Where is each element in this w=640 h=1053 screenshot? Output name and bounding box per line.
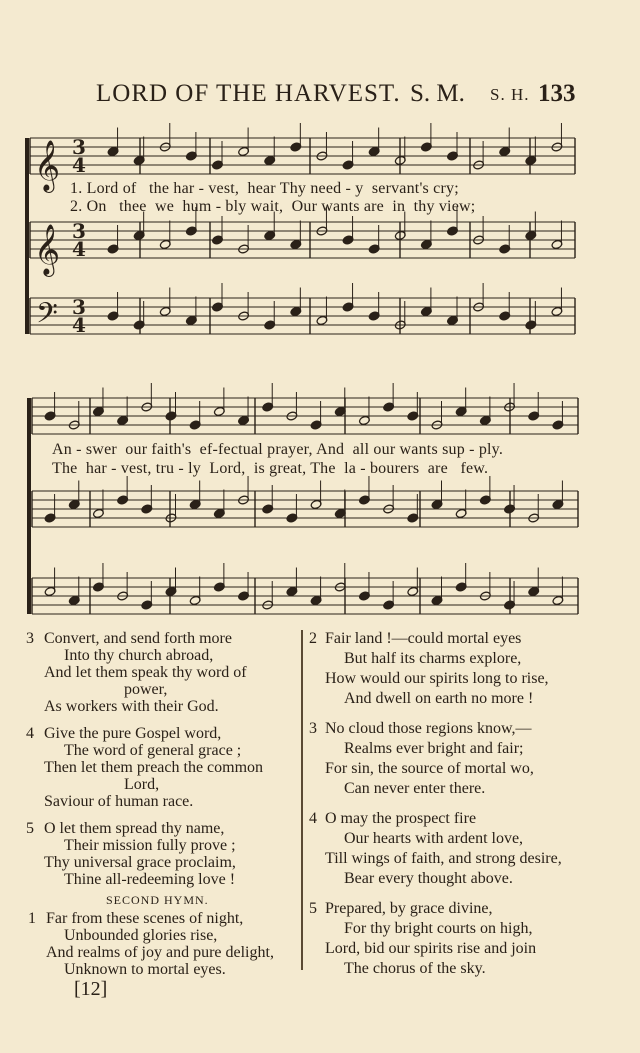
verse-line: But half its charms explore, xyxy=(344,650,522,667)
verse-line: How would our spirits long to rise, xyxy=(325,670,549,687)
time-signature-bottom: 4 xyxy=(72,313,86,337)
verse-line: Realms ever bright and fair; xyxy=(344,740,524,757)
verse-line: And let them speak thy word of xyxy=(44,664,247,681)
verse-number: 5 xyxy=(309,900,317,917)
time-signature-top: 3 xyxy=(72,135,86,159)
meter-label: S. M. xyxy=(410,80,465,107)
time-signature-bottom: 4 xyxy=(72,237,86,261)
sh-label: S. H. xyxy=(490,85,530,104)
verse-number: 2 xyxy=(309,630,317,647)
verse-line: Convert, and send forth more xyxy=(44,630,232,647)
verse-line: Bear every thought above. xyxy=(344,870,513,887)
verse-line: And dwell on earth no more ! xyxy=(344,690,534,707)
verse-line: Fair land !—could mortal eyes xyxy=(325,630,522,647)
verse-line: O may the prospect fire xyxy=(325,810,477,827)
verse-number: 4 xyxy=(26,725,34,742)
time-signature-top: 3 xyxy=(72,219,86,243)
verse-line: The word of general grace ; xyxy=(64,742,242,759)
column-divider xyxy=(301,630,303,970)
verse-line: Their mission fully prove ; xyxy=(64,837,236,854)
treble-clef-icon: 𝄞 xyxy=(34,224,61,275)
verse-number: 1 xyxy=(28,910,36,927)
treble-clef-icon: 𝄞 xyxy=(34,140,61,191)
verse-number: 3 xyxy=(309,720,317,737)
verse-number: 5 xyxy=(26,820,34,837)
verse-line: And realms of joy and pure delight, xyxy=(46,944,274,961)
verse-line: power, xyxy=(124,681,168,698)
verse-number: 4 xyxy=(309,810,317,827)
verse-line: Unknown to mortal eyes. xyxy=(64,961,226,978)
verse-line: Unbounded glories rise, xyxy=(64,927,218,944)
verse-line: Far from these scenes of night, xyxy=(46,910,244,927)
verse-line: O let them spread thy name, xyxy=(44,820,225,837)
lyrics-system1-line1: 1. Lord of the har - vest, hear Thy need - y servant's cry; xyxy=(70,180,459,197)
verse-line: Prepared, by grace divine, xyxy=(325,900,493,917)
lyrics-system2-line1: An - swer our faith's ef-fectual prayer, And all our wants sup - ply. xyxy=(52,441,504,458)
page-footer-number: [12] xyxy=(74,978,108,1000)
verse-number: 3 xyxy=(26,630,34,647)
lyrics-system2-line2: The har - vest, tru - ly Lord, is great, The la - bourers are few. xyxy=(52,460,489,477)
verse-line: Lord, bid our spirits rise and join xyxy=(325,940,537,957)
verse-line: For thy bright courts on high, xyxy=(344,920,533,937)
verse-line: As workers with their God. xyxy=(44,698,219,715)
verse-line: Till wings of faith, and strong desire, xyxy=(325,850,562,867)
verse-line: The chorus of the sky. xyxy=(344,960,486,977)
second-hymn-label: SECOND HYMN. xyxy=(106,893,209,907)
verse-line: Then let them preach the common xyxy=(44,759,264,776)
verse-line: Thine all-redeeming love ! xyxy=(64,871,236,888)
page-number: 133 xyxy=(538,80,576,107)
verse-line: Can never enter there. xyxy=(344,780,486,797)
verse-line: Give the pure Gospel word, xyxy=(44,725,222,742)
lyrics-system1-line2: 2. On thee we hum - bly wait, Our wants are in thy view; xyxy=(70,198,476,215)
verse-line: Into thy church abroad, xyxy=(64,647,214,664)
verse-line: Lord, xyxy=(124,776,160,793)
time-signature-bottom: 4 xyxy=(72,153,86,177)
verse-line: Thy universal grace proclaim, xyxy=(44,854,236,871)
verse-line: No cloud those regions know,— xyxy=(325,720,532,737)
verse-line: Our hearts with ardent love, xyxy=(344,830,524,847)
verse-line: Saviour of human race. xyxy=(44,793,194,810)
verse-line: For sin, the source of mortal wo, xyxy=(325,760,534,777)
time-signature-top: 3 xyxy=(72,295,86,319)
hymn-title: LORD OF THE HARVEST. xyxy=(96,80,401,107)
bass-clef-icon: 𝄢 xyxy=(36,297,58,337)
